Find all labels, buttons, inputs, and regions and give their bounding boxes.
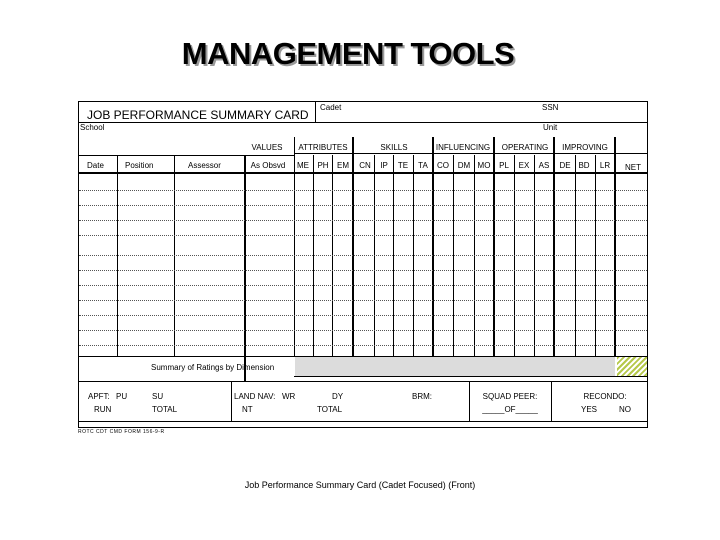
group-attributes: ATTRIBUTES [298, 143, 348, 152]
grid-vline-thick [244, 155, 246, 381]
group-influencing: INFLUENCING [435, 143, 491, 152]
recondo-yes-label: YES [581, 405, 598, 414]
row-line [79, 300, 647, 301]
grid-vline [294, 137, 295, 356]
row-line [79, 205, 647, 206]
brm-label: BRM: [412, 392, 432, 401]
form-code: ROTC CDT CMD FORM 156-9-R [78, 429, 165, 435]
land-nav-dy-label: DY [332, 392, 344, 401]
land-nav-nt-label: NT [242, 405, 253, 414]
col-date: Date [87, 161, 104, 170]
summary-bottom-line [294, 376, 647, 377]
col-co: CO [437, 161, 449, 170]
col-cn: CN [359, 161, 371, 170]
apft-total-label: TOTAL [152, 405, 178, 414]
col-bd: BD [578, 161, 590, 170]
col-lr: LR [599, 161, 611, 170]
col-assessor: Assessor [188, 161, 221, 170]
row-line [79, 190, 647, 191]
col-ta: TA [418, 161, 428, 170]
page-title: MANAGEMENT TOOLS [181, 36, 515, 71]
row-line [79, 345, 647, 346]
col-net: NET [625, 163, 641, 172]
land-nav-wr-label: WR [282, 392, 296, 401]
col-te: TE [397, 161, 409, 170]
col-position: Position [125, 161, 154, 170]
apft-su-label: SU [152, 392, 164, 401]
column-header-line [79, 172, 647, 174]
cadet-divider [315, 102, 316, 122]
group-operating: OPERATING [501, 143, 549, 152]
land-nav-label: LAND NAV: [234, 392, 276, 401]
group-underline [294, 153, 647, 154]
card-title: JOB PERFORMANCE SUMMARY CARD [87, 108, 309, 122]
header-line [79, 122, 647, 123]
grid-vline-thick [614, 137, 616, 356]
col-ex: EX [518, 161, 530, 170]
row-line [79, 315, 647, 316]
col-ph: PH [317, 161, 329, 170]
grid-vline-thick [493, 137, 495, 356]
squad-peer-label: SQUAD PEER: [482, 392, 538, 401]
apft-label: APFT: [88, 392, 110, 401]
apft-run-label: RUN [94, 405, 112, 414]
job-performance-summary-card [78, 101, 648, 428]
col-dm: DM [457, 161, 471, 170]
row-line [79, 255, 647, 256]
apft-pu-label: PU [116, 392, 128, 401]
col-em: EM [337, 161, 349, 170]
bottom-divider [469, 381, 470, 421]
row-line [79, 220, 647, 221]
col-pl: PL [499, 161, 509, 170]
grid-vline-thick [352, 137, 354, 356]
col-de: DE [559, 161, 571, 170]
bottom-section-line [79, 381, 647, 382]
summary-label: Summary of Ratings by Dimension [151, 363, 275, 372]
page-caption: Job Performance Summary Card (Cadet Focused) (Front) [244, 480, 476, 490]
ssn-label: SSN [542, 103, 559, 112]
bottom-box-line [79, 421, 647, 422]
bottom-divider [231, 381, 232, 421]
squad-peer-blank: _____OF_____ [482, 405, 538, 414]
col-as: AS [538, 161, 550, 170]
land-nav-total-label: TOTAL [317, 405, 343, 414]
group-values: VALUES [251, 143, 283, 152]
row-line [79, 270, 647, 271]
summary-shaded-cells [295, 357, 615, 376]
grid-vline-thick [553, 137, 555, 356]
net-hatched-cell [617, 357, 647, 376]
group-skills: SKILLS [380, 143, 408, 152]
unit-label: Unit [543, 123, 558, 132]
row-line [79, 330, 647, 331]
bottom-divider [551, 381, 552, 421]
left-header-line [79, 155, 294, 156]
cadet-label: Cadet [320, 103, 342, 112]
col-mo: MO [477, 161, 491, 170]
row-line [79, 235, 647, 236]
col-me: ME [297, 161, 309, 170]
grid-vline-thick [432, 137, 434, 356]
row-line [79, 285, 647, 286]
col-ip: IP [380, 161, 388, 170]
col-as-obsvd: As Obsvd [250, 161, 286, 170]
recondo-label: RECONDO: [583, 392, 627, 401]
school-label: School [80, 123, 105, 132]
group-improving: IMPROVING [562, 143, 608, 152]
recondo-no-label: NO [619, 405, 631, 414]
